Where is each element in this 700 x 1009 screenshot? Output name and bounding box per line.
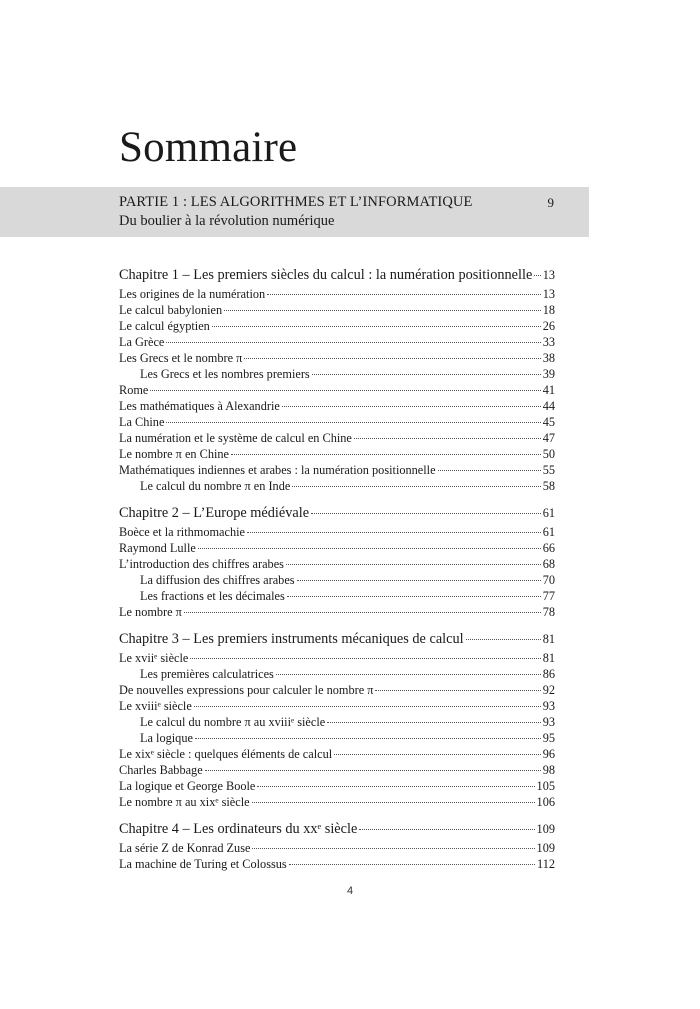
- toc-entry-page: 33: [542, 335, 555, 349]
- toc-entry[interactable]: [119, 334, 555, 350]
- toc-entry-page: 95: [542, 731, 555, 745]
- toc-chapter[interactable]: [119, 266, 555, 285]
- toc-entry-title: Les premières calculatrices: [140, 667, 274, 681]
- toc-entry-page: 66: [542, 541, 555, 555]
- toc-entry-page: 70: [542, 573, 555, 587]
- toc-entry-title: Le calcul du nombre π au xviiiᵉ siècle: [140, 715, 326, 729]
- toc-entry-page: 13: [542, 268, 555, 282]
- toc-entry[interactable]: [119, 746, 555, 762]
- toc-entry-page: 86: [542, 667, 555, 681]
- dot-leader: [166, 422, 540, 423]
- toc-entry-page: 26: [542, 319, 555, 333]
- dot-leader: [150, 390, 540, 391]
- toc-entry-page: 13: [542, 287, 555, 301]
- toc-entry[interactable]: [119, 350, 555, 366]
- toc-entry-title: La diffusion des chiffres arabes: [140, 573, 295, 587]
- toc-entry-title: Le nombre π en Chine: [119, 447, 230, 461]
- dot-leader: [289, 864, 535, 865]
- toc-chapter[interactable]: [119, 820, 555, 839]
- toc-entry-title: Rome: [119, 383, 149, 397]
- dot-leader: [198, 548, 541, 549]
- toc-entry[interactable]: [119, 682, 555, 698]
- toc-entry-title: Le calcul babylonien: [119, 303, 223, 317]
- toc-entry-title: Chapitre 1 – Les premiers siècles du calcul : la numération positionnelle: [119, 267, 533, 283]
- toc-entry-title: Le calcul du nombre π en Inde: [140, 479, 291, 493]
- toc-entry-title: Le calcul égyptien: [119, 319, 210, 333]
- toc-entry-title: Mathématiques indiennes et arabes : la numération positionnelle: [119, 463, 436, 477]
- toc-entry[interactable]: [119, 524, 555, 540]
- toc-entry-title: Charles Babbage: [119, 763, 203, 777]
- dot-leader: [354, 438, 541, 439]
- dot-leader: [311, 513, 541, 514]
- toc-entry-page: 81: [542, 651, 555, 665]
- toc-entry-page: 109: [536, 841, 555, 855]
- toc-entry-title: Chapitre 3 – Les premiers instruments mécaniques de calcul: [119, 631, 464, 647]
- toc-entry[interactable]: [119, 318, 555, 334]
- dot-leader: [231, 454, 541, 455]
- toc-entry-page: 50: [542, 447, 555, 461]
- toc-entry-page: 38: [542, 351, 555, 365]
- toc-entry[interactable]: [119, 462, 555, 478]
- dot-leader: [334, 754, 541, 755]
- toc-entry[interactable]: [119, 794, 555, 810]
- toc-entry-page: 61: [542, 525, 555, 539]
- page-title: Sommaire: [119, 124, 298, 171]
- toc-entry-page: 96: [542, 747, 555, 761]
- toc-entry-page: 44: [542, 399, 555, 413]
- toc-entry-title: Le xviiiᵉ siècle: [119, 699, 192, 713]
- dot-leader: [327, 722, 540, 723]
- toc-entry-title: La Grèce: [119, 335, 165, 349]
- toc-entry[interactable]: [119, 366, 555, 382]
- toc-entry-title: L’introduction des chiffres arabes: [119, 557, 284, 571]
- dot-leader: [257, 786, 534, 787]
- toc-entry-title: De nouvelles expressions pour calculer le nombre π: [119, 683, 374, 697]
- toc-entry-title: Raymond Lulle: [119, 541, 196, 555]
- toc-entry-title: La numération et le système de calcul en Chine: [119, 431, 352, 445]
- toc-entry-page: 68: [542, 557, 555, 571]
- dot-leader: [224, 310, 541, 311]
- dot-leader: [287, 596, 541, 597]
- toc-entry[interactable]: [119, 382, 555, 398]
- dot-leader: [534, 275, 540, 276]
- toc-entry[interactable]: [119, 286, 555, 302]
- toc-entry-page: 18: [542, 303, 555, 317]
- toc-entry[interactable]: [119, 414, 555, 430]
- toc-entry-page: 45: [542, 415, 555, 429]
- dot-leader: [195, 738, 541, 739]
- dot-leader: [166, 342, 540, 343]
- dot-leader: [359, 829, 534, 830]
- toc-entry-page: 61: [542, 506, 555, 520]
- toc-entry-title: La série Z de Konrad Zuse: [119, 841, 251, 855]
- toc-entry-page: 112: [537, 857, 555, 871]
- toc-entry[interactable]: [119, 666, 555, 682]
- dot-leader: [247, 532, 541, 533]
- dot-leader: [244, 358, 540, 359]
- toc-entry-page: 78: [542, 605, 555, 619]
- dot-leader: [297, 580, 541, 581]
- page-number: 4: [346, 885, 354, 897]
- toc-entry-page: 41: [542, 383, 555, 397]
- toc-entry-page: 47: [542, 431, 555, 445]
- toc-entry[interactable]: [119, 446, 555, 462]
- toc-entry-page: 81: [542, 632, 555, 646]
- toc-entry-title: Chapitre 4 – Les ordinateurs du xxᵉ siècle: [119, 821, 358, 837]
- toc-entry-title: Les Grecs et les nombres premiers: [140, 367, 310, 381]
- dot-leader: [375, 690, 540, 691]
- toc-entry[interactable]: [119, 778, 555, 794]
- toc-entry[interactable]: [119, 588, 555, 604]
- toc-entry[interactable]: [119, 698, 555, 714]
- toc-entry[interactable]: [119, 714, 555, 730]
- toc-entry-page: 39: [542, 367, 555, 381]
- toc-entry-title: Le xixᵉ siècle : quelques éléments de calcul: [119, 747, 333, 761]
- toc-entry[interactable]: [119, 650, 555, 666]
- toc-entry[interactable]: [119, 302, 555, 318]
- dot-leader: [466, 639, 541, 640]
- toc-entry-page: 105: [536, 779, 555, 793]
- toc-entry-title: Les fractions et les décimales: [140, 589, 285, 603]
- dot-leader: [438, 470, 541, 471]
- toc-entry-page: 109: [536, 822, 555, 836]
- part-page-number: 9: [547, 195, 554, 210]
- dot-leader: [282, 406, 541, 407]
- toc-entry[interactable]: [119, 730, 555, 746]
- toc-entry-title: Chapitre 2 – L’Europe médiévale: [119, 505, 310, 521]
- toc-entry-title: Le xviiᵉ siècle: [119, 651, 189, 665]
- toc-entry[interactable]: [119, 856, 555, 872]
- toc-entry-page: 77: [542, 589, 555, 603]
- toc-entry-page: 93: [542, 715, 555, 729]
- dot-leader: [292, 486, 540, 487]
- toc-entry-title: Le nombre π au xixᵉ siècle: [119, 795, 250, 809]
- toc-chapter[interactable]: [119, 504, 555, 523]
- toc-entry-title: La logique: [140, 731, 193, 745]
- dot-leader: [252, 802, 535, 803]
- toc-entry-page: 92: [542, 683, 555, 697]
- toc-entry-title: La logique et George Boole: [119, 779, 256, 793]
- dot-leader: [190, 658, 540, 659]
- toc-entry-title: Le nombre π: [119, 605, 182, 619]
- toc-entry[interactable]: [119, 762, 555, 778]
- dot-leader: [194, 706, 541, 707]
- toc-entry[interactable]: [119, 572, 555, 588]
- toc-entry-page: 58: [542, 479, 555, 493]
- dot-leader: [312, 374, 541, 375]
- dot-leader: [286, 564, 541, 565]
- dot-leader: [252, 848, 534, 849]
- toc-entry-title: La machine de Turing et Colossus: [119, 857, 287, 871]
- toc-entry[interactable]: [119, 398, 555, 414]
- part-subtitle: Du boulier à la révolution numérique: [119, 213, 335, 229]
- toc-entry-page: 55: [542, 463, 555, 477]
- dot-leader: [212, 326, 541, 327]
- dot-leader: [276, 674, 541, 675]
- toc-entry-title: Les mathématiques à Alexandrie: [119, 399, 280, 413]
- toc-entry[interactable]: [119, 478, 555, 494]
- toc-entry-title: Boèce et la rithmomachie: [119, 525, 245, 539]
- toc-entry-title: Les origines de la numération: [119, 287, 266, 301]
- toc-entry[interactable]: [119, 540, 555, 556]
- dot-leader: [267, 294, 541, 295]
- toc-entry[interactable]: [119, 604, 555, 620]
- toc-chapter[interactable]: [119, 630, 555, 649]
- dot-leader: [205, 770, 541, 771]
- part-title: PARTIE 1 : LES ALGORITHMES ET L’INFORMATIQUE: [119, 194, 473, 210]
- toc-entry-page: 106: [536, 795, 555, 809]
- table-of-contents: [119, 266, 555, 872]
- part-header: [0, 187, 589, 237]
- toc-entry-page: 93: [542, 699, 555, 713]
- toc-entry[interactable]: [119, 556, 555, 572]
- toc-entry[interactable]: [119, 430, 555, 446]
- dot-leader: [184, 612, 541, 613]
- toc-entry-title: La Chine: [119, 415, 165, 429]
- toc-entry[interactable]: [119, 840, 555, 856]
- toc-entry-page: 98: [542, 763, 555, 777]
- toc-entry-title: Les Grecs et le nombre π: [119, 351, 243, 365]
